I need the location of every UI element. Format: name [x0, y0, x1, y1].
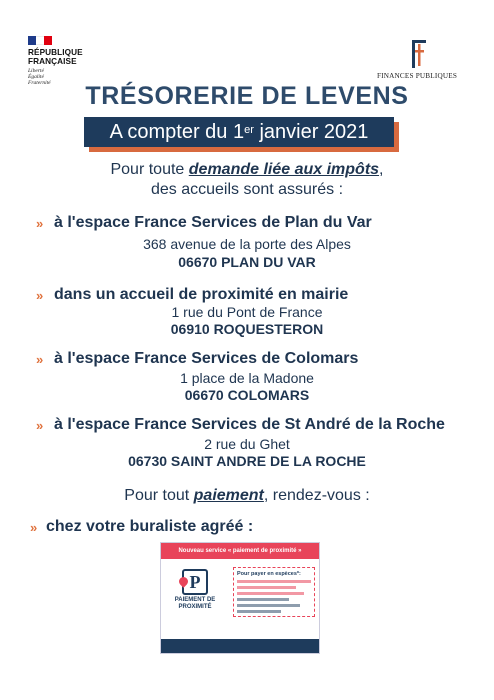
paiement-proximite-icon: P [182, 569, 208, 595]
poster-brand [167, 565, 223, 611]
rf-motto-liberte: Liberté [28, 68, 44, 74]
location-2-city: 06910 ROQUESTERON [170, 321, 324, 337]
poster-brand-line2: PROXIMITÉ [178, 604, 212, 610]
date-banner-suffix: janvier 2021 [253, 121, 369, 143]
location-3-city: 06670 COLOMARS [184, 387, 310, 403]
location-3-address: 1 place de la Madone [180, 370, 314, 386]
paiement-proximite-poster [160, 542, 320, 654]
finances-publiques-name: FINANCES PUBLIQUES [376, 72, 458, 80]
date-banner-sup: er [244, 124, 254, 136]
payment-after: , rendez-vous : [263, 487, 370, 504]
payment-before: Pour tout [124, 487, 194, 504]
intro-emphasis: demande liée aux impôts [188, 161, 380, 178]
poster-text-line [237, 586, 296, 589]
location-1-city: 06670 PLAN DU VAR [178, 254, 316, 270]
intro-line1 [0, 161, 494, 179]
poster-text-line [237, 598, 289, 601]
poster-text-line [237, 580, 311, 583]
intro-line2: des accueils sont assurés : [150, 181, 344, 198]
location-4-address: 2 rue du Ghet [204, 436, 290, 452]
poster-info-box [233, 567, 315, 617]
finances-publiques-icon [404, 38, 430, 70]
bullet-chevron-icon: » [36, 288, 44, 303]
poster-heading: Pour payer en espèces*: [237, 571, 301, 577]
rf-name-line2: FRANÇAISE [28, 57, 77, 66]
bullet-chevron-icon: » [36, 216, 44, 231]
poster-banner: Nouveau service « paiement de proximité » [161, 543, 319, 559]
location-4-city: 06730 SAINT ANDRE DE LA ROCHE [128, 453, 366, 469]
location-2-title: dans un accueil de proximité en mairie [54, 286, 349, 303]
french-flag-icon [28, 36, 52, 45]
rf-name-line1: RÉPUBLIQUE [28, 48, 83, 57]
bullet-chevron-icon: » [36, 352, 44, 367]
payment-line [0, 487, 494, 505]
poster-text-line [237, 610, 281, 613]
poster-text-line [237, 592, 304, 595]
location-2-address: 1 rue du Pont de France [171, 304, 323, 320]
poster-text-line [237, 604, 300, 607]
location-1-title: à l'espace France Services de Plan du Var [54, 214, 372, 231]
page-title: TRÉSORERIE DE LEVENS [85, 82, 409, 110]
poster-footer [161, 639, 319, 653]
location-3-title: à l'espace France Services de Colomars [54, 350, 359, 367]
intro-before: Pour toute [110, 161, 189, 178]
intro-after: , [379, 161, 384, 178]
bullet-chevron-icon: » [30, 520, 38, 535]
poster-brand-line1: PAIEMENT DE [174, 597, 216, 603]
rf-motto-fraternite: Fraternité [28, 80, 51, 86]
payment-bullet: chez votre buraliste agréé : [46, 518, 254, 535]
rf-motto-egalite: Égalité [28, 74, 44, 80]
location-4-title: à l'espace France Services de St André de la Roche [54, 416, 445, 433]
location-1-address: 368 avenue de la porte des Alpes [143, 236, 351, 252]
bullet-chevron-icon: » [36, 418, 44, 433]
payment-emphasis: paiement [193, 487, 264, 504]
date-banner [84, 117, 394, 147]
date-banner-prefix: A compter du 1 [109, 121, 245, 143]
finances-publiques-logo [372, 38, 462, 80]
republique-francaise-logo [28, 36, 118, 86]
